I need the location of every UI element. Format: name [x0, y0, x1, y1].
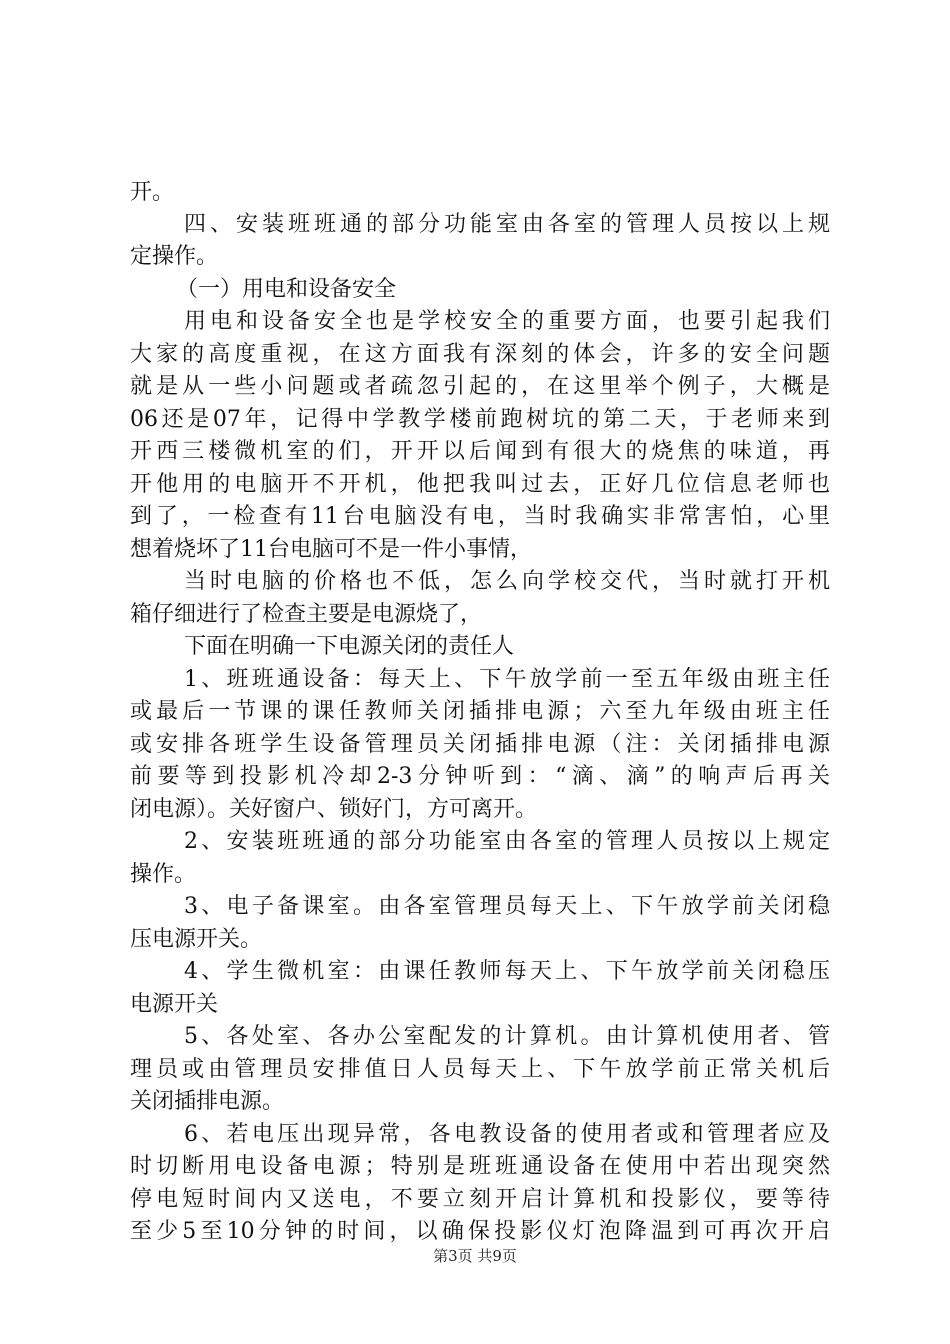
text-line: 至少5至10分钟的时间，以确保投影仪灯泡降温到可再次开启 [130, 1219, 830, 1244]
text-line: 开他用的电脑开不开机，他把我叫过去，正好几位信息老师也 [130, 472, 830, 497]
text-line: 压电源开关。 [130, 927, 263, 952]
text-line: 到了，一检查有11台电脑没有电，当时我确实非常害怕，心里 [130, 504, 830, 529]
text-line: 或安排各班学生设备管理员关闭插排电源（注：关闭插排电源 [130, 732, 830, 757]
text-line: 大家的高度重视，在这方面我有深刻的体会，许多的安全问题 [130, 342, 830, 367]
text-line: 前要等到投影机冷却2-3分钟听到：“滴、滴”的响声后再关 [130, 764, 830, 789]
section-heading: （一）用电和设备安全 [176, 277, 397, 302]
text-line: 开西三楼微机室的们，开开以后闻到有很大的烧焦的味道，再 [130, 439, 830, 464]
text-line: 关闭插排电源。 [130, 1089, 285, 1114]
text-line: 定操作。 [130, 244, 219, 269]
text-line: 6、若电压出现异常，各电教设备的使用者或和管理者应及 [184, 1122, 830, 1147]
text-line: 停电短时间内又送电，不要立刻开启计算机和投影仪，要等待 [130, 1187, 830, 1212]
text-line: 5、各处室、各办公室配发的计算机。由计算机使用者、管 [184, 1024, 830, 1049]
text-line: 就是从一些小问题或者疏忽引起的，在这里举个例子，大概是 [130, 374, 830, 399]
page-number: 第3页 共9页 [433, 1247, 517, 1265]
text-line: 当时电脑的价格也不低，怎么向学校交代，当时就打开机 [184, 569, 830, 594]
text-line: 电源开关 [130, 992, 219, 1017]
text-line: 想着烧坏了11台电脑可不是一件小事情， [130, 537, 532, 562]
text-line: 开。 [130, 180, 175, 205]
text-line: 理员或由管理员安排值日人员每天上、下午放学前正常关机后 [130, 1057, 830, 1082]
text-line: 2、安装班班通的部分功能室由各室的管理人员按以上规定 [184, 829, 830, 854]
text-line: 或最后一节课的课任教师关闭插排电源；六至九年级由班主任 [130, 699, 830, 724]
text-line: 操作。 [130, 862, 197, 887]
text-line: 闭电源）。关好窗户、锁好门，方可离开。 [130, 797, 538, 822]
text-line: 下面在明确一下电源关闭的责任人 [184, 634, 515, 659]
text-line: 时切断用电设备电源；特别是班班通设备在使用中若出现突然 [130, 1154, 830, 1179]
text-line: 四、安装班班通的部分功能室由各室的管理人员按以上规 [184, 212, 830, 237]
text-line: 1、班班通设备：每天上、下午放学前一至五年级由班主任 [184, 667, 830, 692]
text-line: 4、学生微机室：由课任教师每天上、下午放学前关闭稳压 [184, 959, 830, 984]
text-line: 箱仔细进行了检查主要是电源烧了， [130, 602, 483, 627]
text-line: 用电和设备安全也是学校安全的重要方面，也要引起我们 [184, 309, 830, 334]
text-line: 3、电子备课室。由各室管理员每天上、下午放学前关闭稳 [184, 894, 830, 919]
text-line: 06还是07年，记得中学教学楼前跑树坑的第二天，于老师来到 [130, 407, 830, 432]
